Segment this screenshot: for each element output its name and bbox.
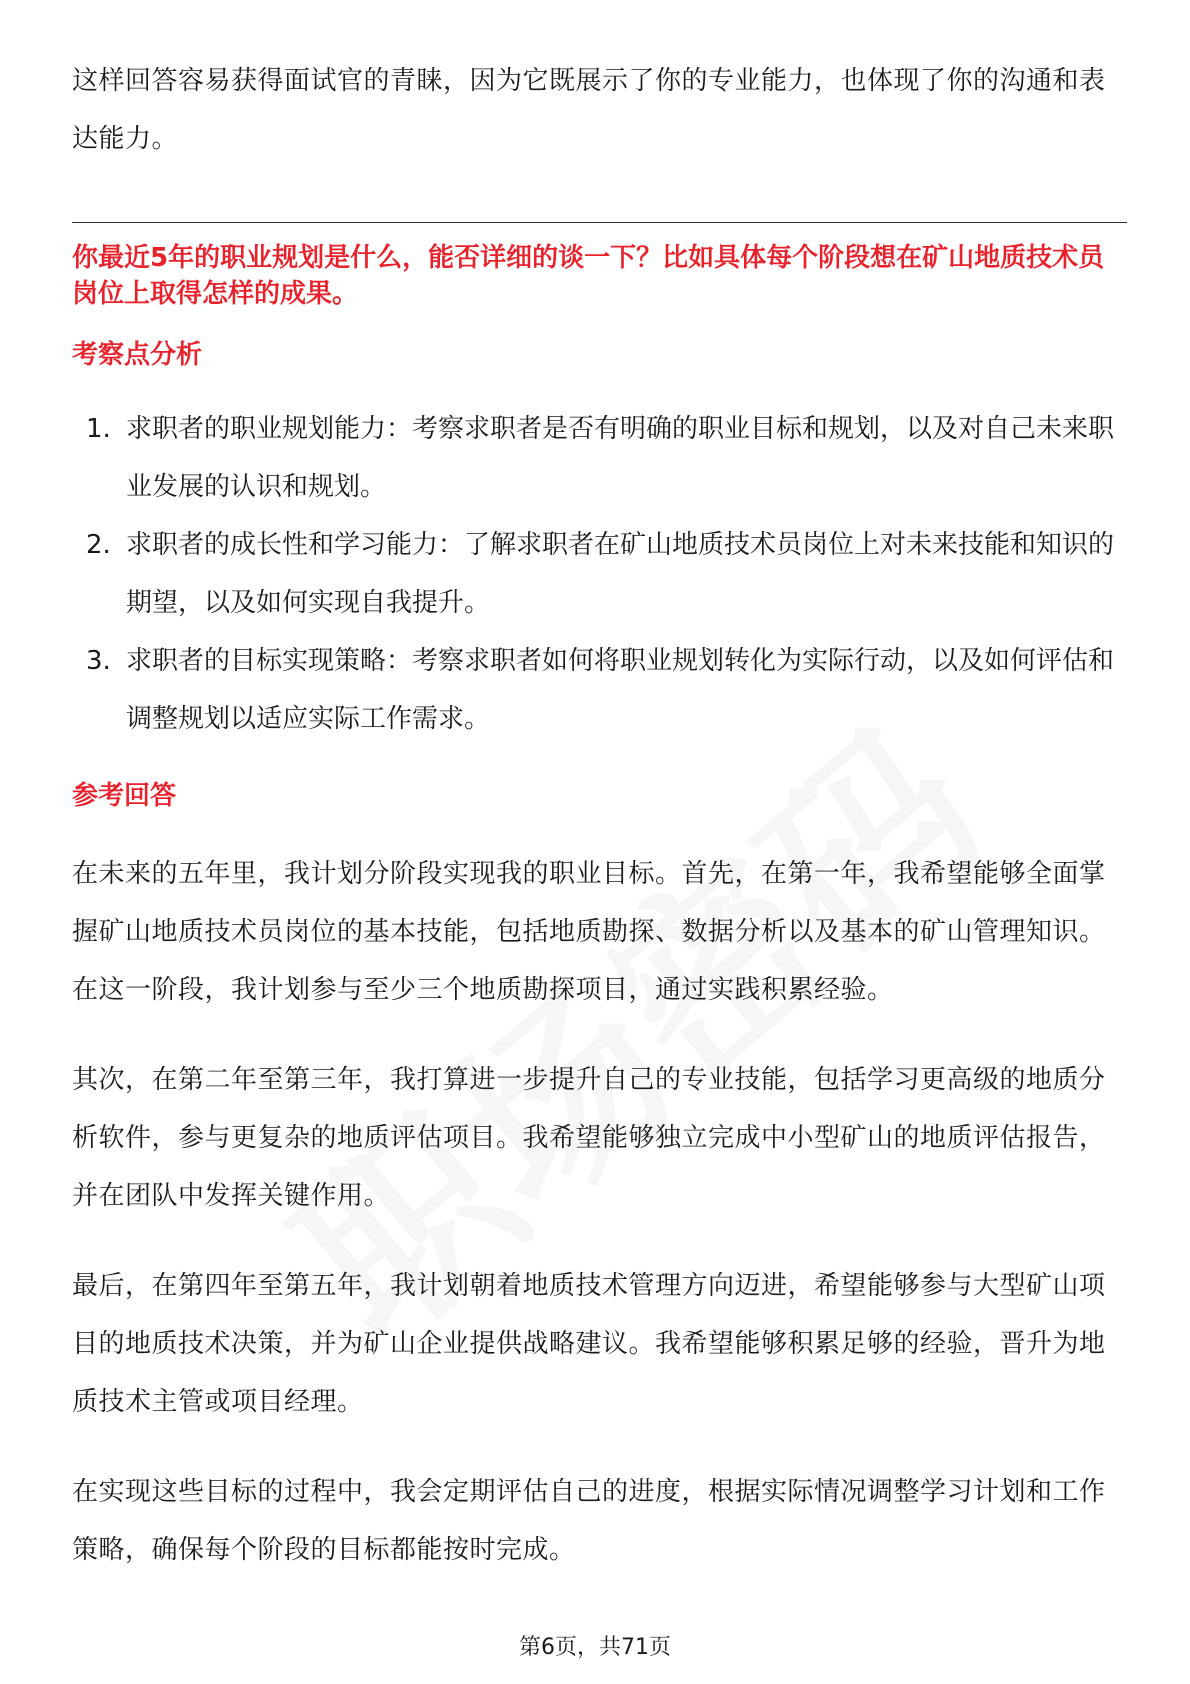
list-number: 2. bbox=[86, 530, 111, 560]
question-title: 你最近5年的职业规划是什么，能否详细的谈一下？比如具体每个阶段想在矿山地质技术员岗位上取得怎样的成果。 bbox=[72, 243, 1105, 309]
list-item bbox=[72, 400, 1127, 516]
list-number: 3. bbox=[86, 646, 111, 676]
answer-body bbox=[72, 845, 1127, 1611]
answer-paragraph: 其次，在第二年至第三年，我打算进一步提升自己的专业技能，包括学习更高级的地质分析软件，参与更复杂的地质评估项目。我希望能够独立完成中小型矿山的地质评估报告，并在团队中发挥关键作用。 bbox=[72, 1065, 1106, 1211]
list-item bbox=[72, 516, 1127, 632]
list-item-text: 求职者的目标实现策略：考察求职者如何将职业规划转化为实际行动，以及如何评估和调整规划以适应实际工作需求。 bbox=[126, 646, 1115, 734]
answer-paragraph: 在实现这些目标的过程中，我会定期评估自己的进度，根据实际情况调整学习计划和工作策略，确保每个阶段的目标都能按时完成。 bbox=[72, 1477, 1106, 1565]
list-item bbox=[72, 632, 1127, 748]
answer-heading: 参考回答 bbox=[72, 781, 177, 811]
section-divider bbox=[72, 222, 1127, 223]
list-number: 1. bbox=[86, 414, 111, 444]
list-item-text: 求职者的成长性和学习能力：了解求职者在矿山地质技术员岗位上对未来技能和知识的期望，以及如何实现自我提升。 bbox=[126, 530, 1115, 618]
answer-paragraph: 在未来的五年里，我计划分阶段实现我的职业目标。首先，在第一年，我希望能够全面掌握矿山地质技术员岗位的基本技能，包括地质勘探、数据分析以及基本的矿山管理知识。在这一阶段，我计划参与至少三个地质勘探项目，通过实践积累经验。 bbox=[72, 859, 1106, 1005]
intro-paragraph: 这样回答容易获得面试官的青睐，因为它既展示了你的专业能力，也体现了你的沟通和表达能力。 bbox=[72, 66, 1106, 154]
answer-paragraph: 最后，在第四年至第五年，我计划朝着地质技术管理方向迈进，希望能够参与大型矿山项目的地质技术决策，并为矿山企业提供战略建议。我希望能够积累足够的经验，晋升为地质技术主管或项目经理。 bbox=[72, 1271, 1106, 1417]
analysis-heading: 考察点分析 bbox=[72, 340, 203, 370]
page-footer: 第6页，共71页 bbox=[519, 1635, 671, 1660]
analysis-list bbox=[72, 400, 1127, 748]
list-item-text: 求职者的职业规划能力：考察求职者是否有明确的职业目标和规划，以及对自己未来职业发展的认识和规划。 bbox=[126, 414, 1115, 502]
